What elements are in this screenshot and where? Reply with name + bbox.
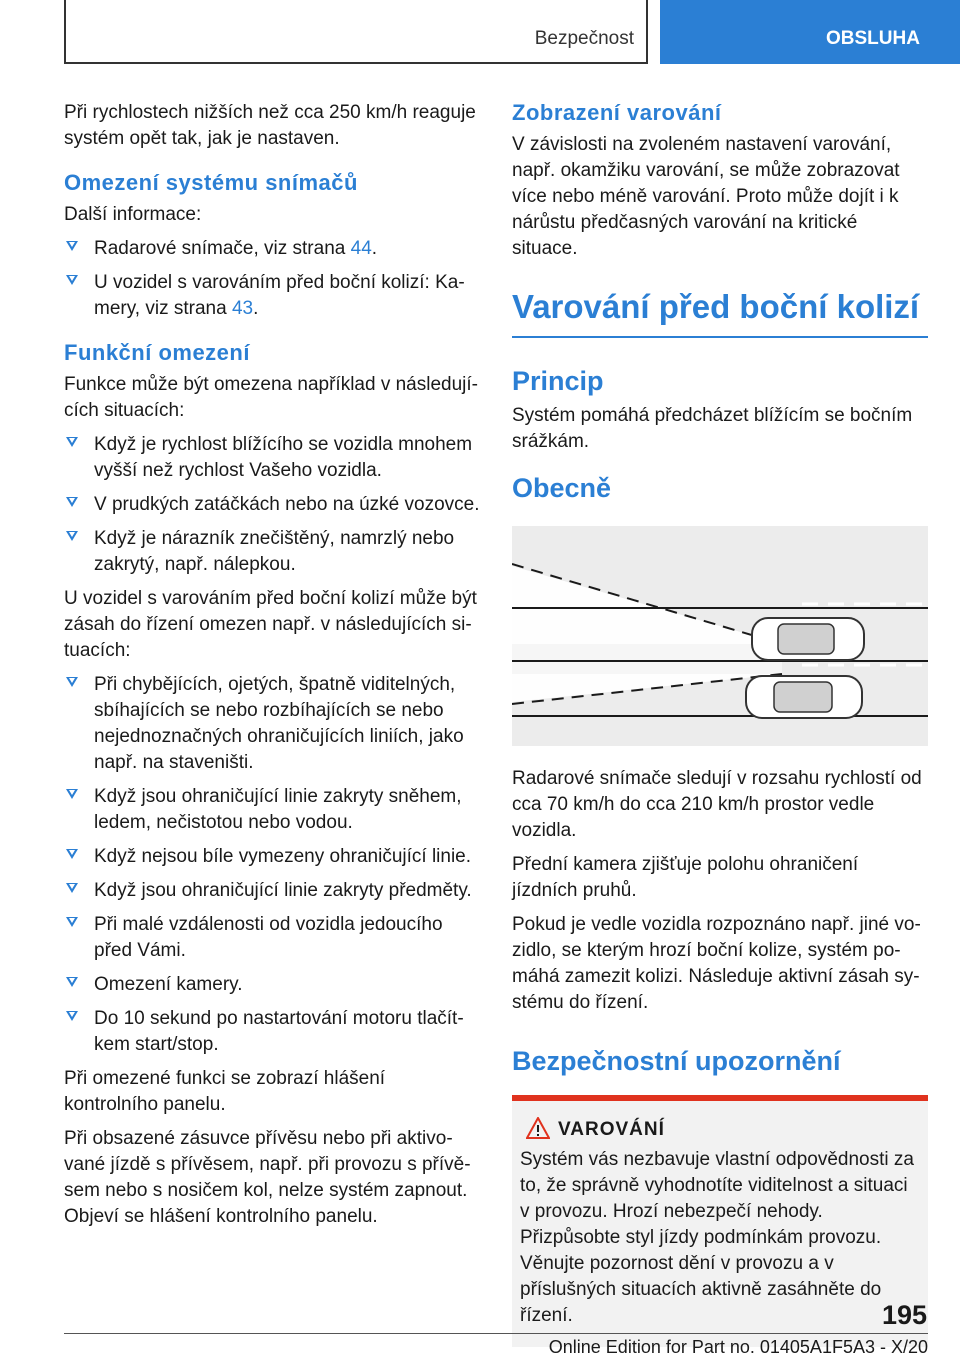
list-item: Když jsou ohraničující linie zakryty předměty. [64, 878, 480, 904]
trailer-text: Při obsazené zásuvce přívěsu nebo při aktivované jízdě s přívěsem, např. při provozu s přívěsem nebo s nosičem kol, nelze systém zapnout. Objeví se hlášení kontrolního panelu. [64, 1128, 471, 1227]
section-function-limits-title: Funkční omezení [64, 340, 250, 365]
bullet-triangle-icon [66, 437, 78, 447]
list-item: Radarové snímače, viz strana 44. [64, 236, 480, 262]
list-item: V prudkých zatáčkách nebo na úzké vozovce. [64, 492, 480, 518]
general-title: Obecně [512, 473, 612, 503]
warning-box [512, 1095, 928, 1347]
warning-triangle-icon [526, 1117, 550, 1139]
intro-paragraph: Při rychlostech nižších než cca 250 km/h reaguje systém opět tak, jak je nastaven. [64, 102, 476, 149]
list-item: Při malé vzdálenosti od vozidla jedoucího před Vámi. [64, 912, 480, 964]
car-icon [752, 618, 864, 660]
general-paragraph-1: Radarové snímače sledují v rozsahu rychlostí od cca 70 km/h do cca 210 km/h prostor vedle vozidla. [512, 768, 922, 841]
bullet-triangle-icon [66, 531, 78, 541]
list-item: Do 10 sekund po nastartování motoru tlačítkem start/stop. [64, 1006, 480, 1058]
car-icon [746, 676, 862, 718]
chapter-title: Varování před boční kolizí [512, 288, 928, 338]
bullet-triangle-icon [66, 883, 78, 893]
page-link[interactable]: 43 [231, 298, 254, 319]
header-chapter-label: OBSLUHA [826, 28, 920, 49]
list-item: Když jsou ohraničující linie zakryty sněhem, ledem, nečistotou nebo vodou. [64, 784, 480, 836]
section-warning-display-title: Zobrazení varování [512, 100, 722, 125]
bullet-triangle-icon [66, 1011, 78, 1021]
section-sensor-limits-text: Další informace: [64, 204, 202, 225]
list-item: Když je rychlost blížícího se vozidla mnohem vyšší než rychlost Vašeho vozidla. [64, 432, 480, 484]
footer-divider [64, 1333, 928, 1334]
list-item: Při chybějících, ojetých, špatně viditelných, sbíhajících se nebo rozbíhajících se nebo nejednoznačných ohraničujících liniích, jako např. na staveništi. [64, 672, 480, 776]
page-number: 195 [882, 1300, 928, 1330]
bullet-triangle-icon [66, 789, 78, 799]
list-item: U vozidel s varováním před boční kolizí: Kamery, viz strana 43. [64, 270, 480, 322]
safety-title: Bezpečnostní upozornění [512, 1046, 841, 1076]
left-column [64, 100, 480, 1238]
bullet-triangle-icon [66, 917, 78, 927]
sensor-limits-list [64, 236, 480, 322]
list-item: Když je nárazník znečištěný, namrzlý nebo zakrytý, např. nálepkou. [64, 526, 480, 578]
function-limits-text: Funkce může být omezena například v následujících situacích: [64, 374, 478, 421]
steering-limits-list [64, 672, 480, 1058]
list-item: Když nejsou bíle vymezeny ohraničující linie. [64, 844, 480, 870]
warning-text: Systém vás nezbavuje vlastní odpovědnosti za to, že správně vyhodnotíte viditelnost a situaci v provozu. Hrozí nebezpečí nehody. Přizpůsobte styl jízdy podmínkám provozu. Věnujte pozornost dění v provozu a v příslušných situacích aktivně zasáhněte do řízení. [520, 1149, 914, 1326]
principle-text: Systém pomáhá předcházet blížícím se bočním srážkám. [512, 405, 913, 452]
header-chapter-tab [660, 0, 960, 64]
bullet-triangle-icon [66, 849, 78, 859]
bullet-triangle-icon [66, 677, 78, 687]
principle-title: Princip [512, 366, 604, 396]
road-diagram [512, 526, 928, 746]
section-sensor-limits-title: Omezení systému snímačů [64, 170, 358, 195]
steering-limits-text: U vozidel s varováním před boční kolizí může být zásah do řízení omezen např. v následujících situacích: [64, 588, 477, 661]
right-column [512, 100, 928, 1347]
header-section-title: Bezpečnost [534, 28, 634, 49]
warning-label: VAROVÁNÍ [558, 1119, 665, 1140]
bullet-triangle-icon [66, 275, 78, 285]
limited-function-text: Při omezené funkci se zobrazí hlášení kontrolního panelu. [64, 1068, 386, 1115]
bullet-triangle-icon [66, 977, 78, 987]
bullet-triangle-icon [66, 241, 78, 251]
bullet-triangle-icon [66, 497, 78, 507]
list-item: Omezení kamery. [64, 972, 480, 998]
general-paragraph-3: Pokud je vedle vozidla rozpoznáno např. jiné vozidlo, se kterým hrozí boční kolize, systém pomáhá zamezit kolizi. Následuje aktivní zásah systému do řízení. [512, 914, 921, 1013]
warning-display-text: V závislosti na zvoleném nastavení varování, např. okamžiku varování, se může zobrazovat více nebo méně varování. Proto může dojít i k nárůstu předčasných varování na kritické situace. [512, 134, 900, 259]
function-limits-list [64, 432, 480, 578]
page-link[interactable]: 44 [350, 238, 372, 259]
warning-header [520, 1119, 920, 1141]
general-paragraph-2: Přední kamera zjišťuje polohu ohraničení jízdních pruhů. [512, 854, 859, 901]
footer-edition: Online Edition for Part no. 01405A1F5A3 - X/20 [548, 1337, 928, 1357]
side-collision-illustration [512, 526, 928, 746]
